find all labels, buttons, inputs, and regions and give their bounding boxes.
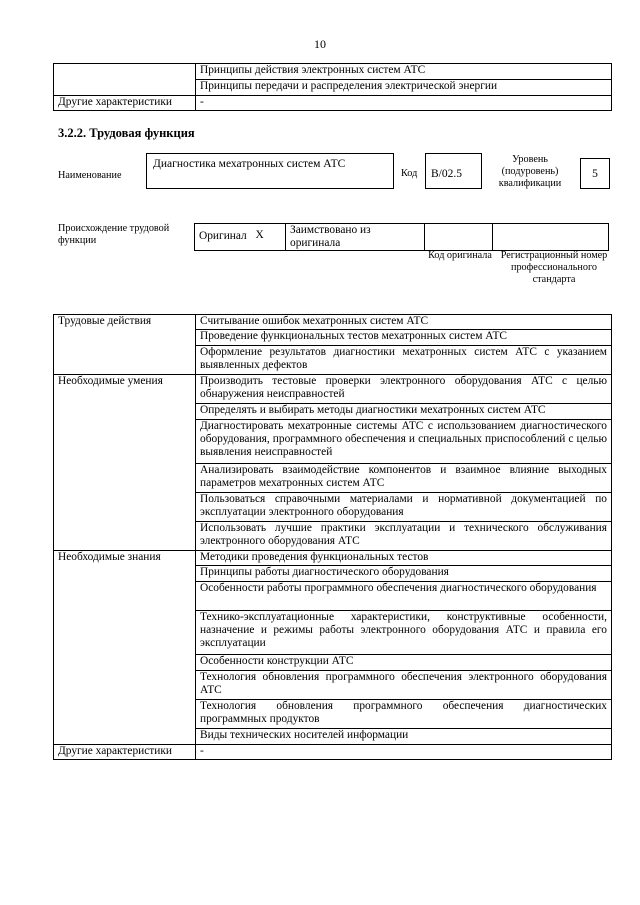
origin-reg-caption: Регистрационный номер профессионального стандарта	[500, 250, 608, 285]
list-item: Использовать лучшие практики эксплуатации и технического обслуживания электронного оборудования АТС	[196, 522, 612, 551]
list-item: Методики проведения функциональных тестов	[196, 551, 612, 566]
main-table	[53, 314, 612, 760]
group-label: Трудовые действия	[54, 315, 196, 375]
origin-table	[194, 223, 609, 251]
section-title: 3.2.2. Трудовая функция	[58, 126, 195, 140]
page-number: 10	[314, 37, 326, 51]
original-mark: X	[252, 224, 286, 251]
origin-reg-cell	[493, 224, 609, 251]
top-table-row: Принципы действия электронных систем АТС	[196, 64, 612, 80]
code-box	[425, 153, 482, 189]
other-characteristics-value: -	[196, 745, 612, 760]
list-item: Проведение функциональных тестов мехатронных систем АТС	[196, 330, 612, 346]
top-table-row: Принципы передачи и распределения электрической энергии	[196, 80, 612, 96]
name-box	[146, 153, 394, 189]
list-item: Пользоваться справочными материалами и нормативной документацией по эксплуатации электронного оборудования	[196, 493, 612, 522]
name-label: Наименование	[58, 170, 122, 181]
list-item: Технология обновления программного обеспечения диагностических программных продуктов	[196, 700, 612, 729]
list-item: Производить тестовые проверки электронного оборудования АТС с целью обнаружения неисправностей	[196, 375, 612, 404]
group-label: Необходимые знания	[54, 551, 196, 745]
top-table-other-label: Другие характеристики	[54, 96, 196, 111]
level-label: Уровень (подуровень) квалификации	[498, 154, 562, 189]
original-label: Оригинал	[195, 224, 252, 251]
list-item: Особенности работы программного обеспечения диагностического оборудования	[196, 582, 612, 611]
level-box	[580, 158, 610, 189]
other-characteristics-label: Другие характеристики	[54, 745, 196, 760]
code-value: B/02.5	[431, 168, 462, 180]
list-item: Определять и выбирать методы диагностики мехатронных систем АТС	[196, 404, 612, 420]
top-table-empty-cell	[54, 64, 196, 96]
list-item: Особенности конструкции АТС	[196, 655, 612, 671]
list-item: Диагностировать мехатронные системы АТС с использованием диагностического оборудования, программного обеспечения и специальных приспособлений с целью выявления неисправностей	[196, 420, 612, 464]
group-label: Необходимые умения	[54, 375, 196, 551]
list-item: Принципы работы диагностического оборудования	[196, 566, 612, 582]
origin-code-cell	[425, 224, 493, 251]
list-item: Виды технических носителей информации	[196, 729, 612, 745]
top-table	[53, 63, 612, 111]
list-item: Оформление результатов диагностики мехатронных систем АТС с указанием выявленных дефектов	[196, 346, 612, 375]
code-label: Код	[401, 168, 418, 179]
list-item: Считывание ошибок мехатронных систем АТС	[196, 315, 612, 330]
origin-label: Происхождение трудовой функции	[58, 223, 170, 246]
borrowed-label: Заимствовано из оригинала	[286, 224, 425, 251]
list-item: Технико-эксплуатационные характеристики, конструктивные особенности, назначение и режимы работы электронного оборудования АТС и правила его эксплуатации	[196, 611, 612, 655]
list-item: Технология обновления программного обеспечения электронного оборудования АТС	[196, 671, 612, 700]
list-item: Анализировать взаимодействие компонентов и взаимное влияние выходных параметров мехатронных систем АТС	[196, 464, 612, 493]
top-table-other-value: -	[196, 96, 612, 111]
level-value: 5	[592, 168, 598, 180]
name-value: Диагностика мехатронных систем АТС	[153, 158, 346, 170]
origin-code-caption: Код оригинала	[428, 250, 492, 261]
